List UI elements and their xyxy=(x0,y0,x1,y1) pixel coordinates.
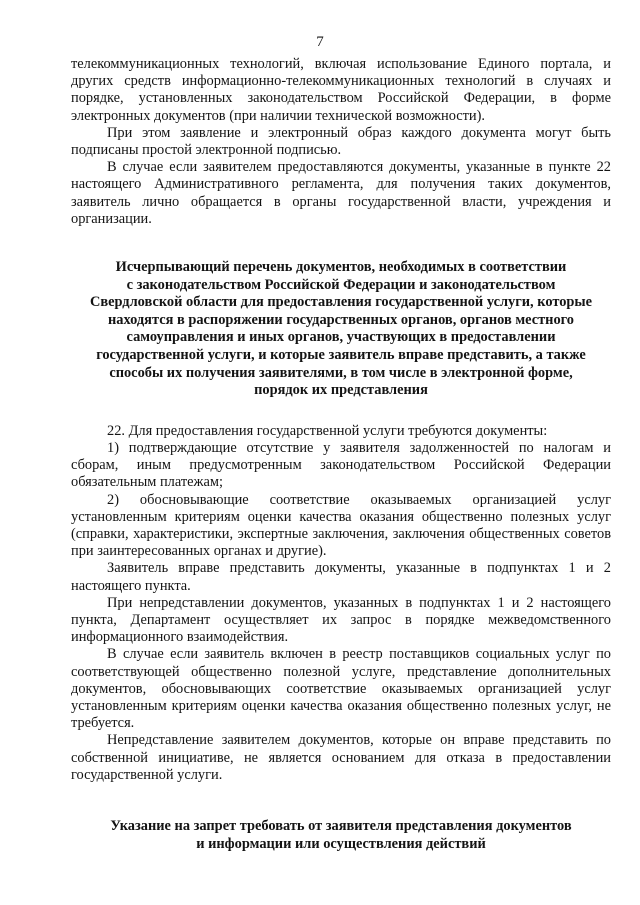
section-heading xyxy=(71,259,611,400)
heading-line: находятся в распоряжении государственных органов, органов местного xyxy=(107,311,575,328)
body-paragraph: Заявитель вправе представить документы, указанные в подпунктах 1 и 2 настоящего пункта. xyxy=(71,560,611,594)
heading-line: Указание на запрет требовать от заявителя представления документов xyxy=(110,818,572,835)
heading-line: способы их получения заявителями, в том числе в электронной форме, xyxy=(109,364,573,381)
heading-line: и информации или осуществления действий xyxy=(196,835,486,852)
body-paragraph: В случае если заявитель включен в реестр поставщиков социальных услуг по соответствующей общественно полезной услуге, представление дополнительных документов, обосновывающих соответствие оказываемых организацией услуг установленным критериям оценки качества оказания общественно полезных услуг, не требуется. xyxy=(71,646,611,732)
body-paragraph: 22. Для предоставления государственной услуги требуются документы: xyxy=(107,422,548,439)
body-paragraph: 2) обосновывающие соответствие оказываемых организацией услуг установленным критериям оценки качества оказания общественно полезных услуг (справки, характеристики, экспертные заключения, заключения общественных советов при заинтересованных органах и другие). xyxy=(71,491,611,560)
heading-line: самоуправления и иных органов, участвующих в предоставлении xyxy=(126,329,556,346)
heading-line: Свердловской области для предоставления государственной услуги, которые xyxy=(89,294,593,311)
heading-line: государственной услуги, и которые заявитель вправе представить, а также xyxy=(96,347,586,363)
body-paragraph: Непредставление заявителем документов, которые он вправе представить по собственной инициативе, не является основанием для отказа в предоставлении государственной услуги. xyxy=(71,732,611,783)
body-paragraph: В случае если заявителем предоставляются документы, указанные в пункте 22 настоящего Административного регламента, для получения таких документов, заявитель лично обращается в органы государственной власти, учреждения и организации. xyxy=(71,159,611,227)
body-paragraph: 1) подтверждающие отсутствие у заявителя задолженностей по налогам и сборам, иным предусмотренным законодательством Российской Федерации обязательным платежам; xyxy=(71,439,611,491)
heading-line: с законодательством Российской Федерации и законодательством xyxy=(126,276,556,293)
body-paragraph: телекоммуникационных технологий, включая использование Единого портала, и других средств информационно-телекоммуникационных технологий в случаях и порядке, установленных законодательством Российской Федерации, в форме электронных документов (при наличии технической возможности). xyxy=(71,56,611,124)
heading-line: порядок их представления xyxy=(254,382,428,399)
next-section-heading xyxy=(71,818,611,853)
page-content xyxy=(71,56,611,853)
heading-line: Исчерпывающий перечень документов, необходимых в соответствии xyxy=(115,259,567,276)
page-number: 7 xyxy=(316,34,324,50)
body-paragraph: При непредставлении документов, указанных в подпунктах 1 и 2 настоящего пункта, Департамент осуществляет их запрос в порядке межведомственного информационного взаимодействия. xyxy=(71,594,611,646)
body-paragraph: При этом заявление и электронный образ каждого документа могут быть подписаны простой электронной подписью. xyxy=(71,124,611,159)
